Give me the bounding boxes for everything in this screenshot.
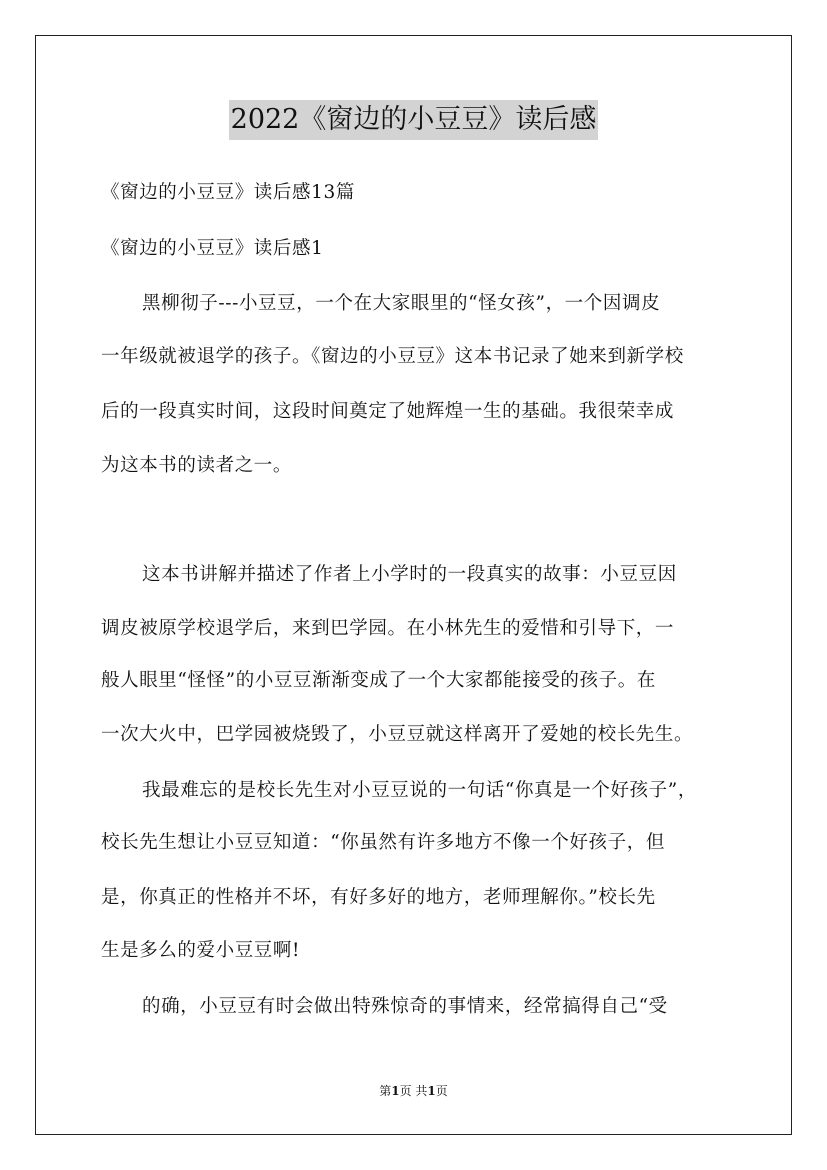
- paragraph-line: 是，你真正的性格并不坏，有好多好的地方，老师理解你。”校长先: [101, 887, 656, 908]
- page-prefix: 第: [379, 1084, 392, 1098]
- paragraph-line: 这本书讲解并描述了作者上小学时的一段真实的故事：小豆豆因: [142, 564, 677, 585]
- paragraph-line: 的确，小豆豆有时会做出特殊惊奇的事情来，经常搞得自己“受: [142, 996, 668, 1017]
- page-mid: 页 共: [399, 1084, 428, 1098]
- page-footer: [0, 1083, 827, 1099]
- paragraph-line: 生是多么的爱小豆豆啊!: [101, 940, 301, 961]
- paragraph-line: 黑柳彻子---小豆豆，一个在大家眼里的“怪女孩”，一个因调皮: [142, 293, 661, 314]
- section-heading: 《窗边的小豆豆》读后感1: [101, 238, 324, 259]
- paragraph-line: 为这本书的读者之一。: [101, 455, 293, 476]
- page-suffix: 页: [435, 1084, 448, 1098]
- paragraph-line: 后的一段真实时间，这段时间奠定了她辉煌一生的基础。我很荣幸成: [101, 401, 675, 422]
- document-title: 2022《窗边的小豆豆》读后感: [229, 100, 599, 140]
- paragraph-line: 般人眼里“怪怪”的小豆豆渐渐变成了一个大家都能接受的孩子。在: [101, 670, 656, 691]
- page-current: 1: [391, 1084, 400, 1098]
- paragraph-line: 调皮被原学校退学后，来到巴学园。在小林先生的爱惜和引导下，一: [101, 618, 675, 639]
- paragraph-line: 校长先生想让小豆豆知道：“你虽然有许多地方不像一个好孩子，但: [101, 832, 665, 853]
- paragraph-line: 一年级就被退学的孩子。《窗边的小豆豆》这本书记录了她来到新学校: [101, 346, 684, 367]
- paragraph-line: 我最难忘的是校长先生对小豆豆说的一句话“你真是一个好孩子”，: [142, 780, 697, 801]
- document-subtitle: 《窗边的小豆豆》读后感13篇: [101, 182, 355, 203]
- page-total: 1: [427, 1084, 436, 1098]
- paragraph-line: 一次大火中，巴学园被烧毁了，小豆豆就这样离开了爱她的校长先生。: [101, 724, 694, 745]
- title-container: [0, 100, 827, 140]
